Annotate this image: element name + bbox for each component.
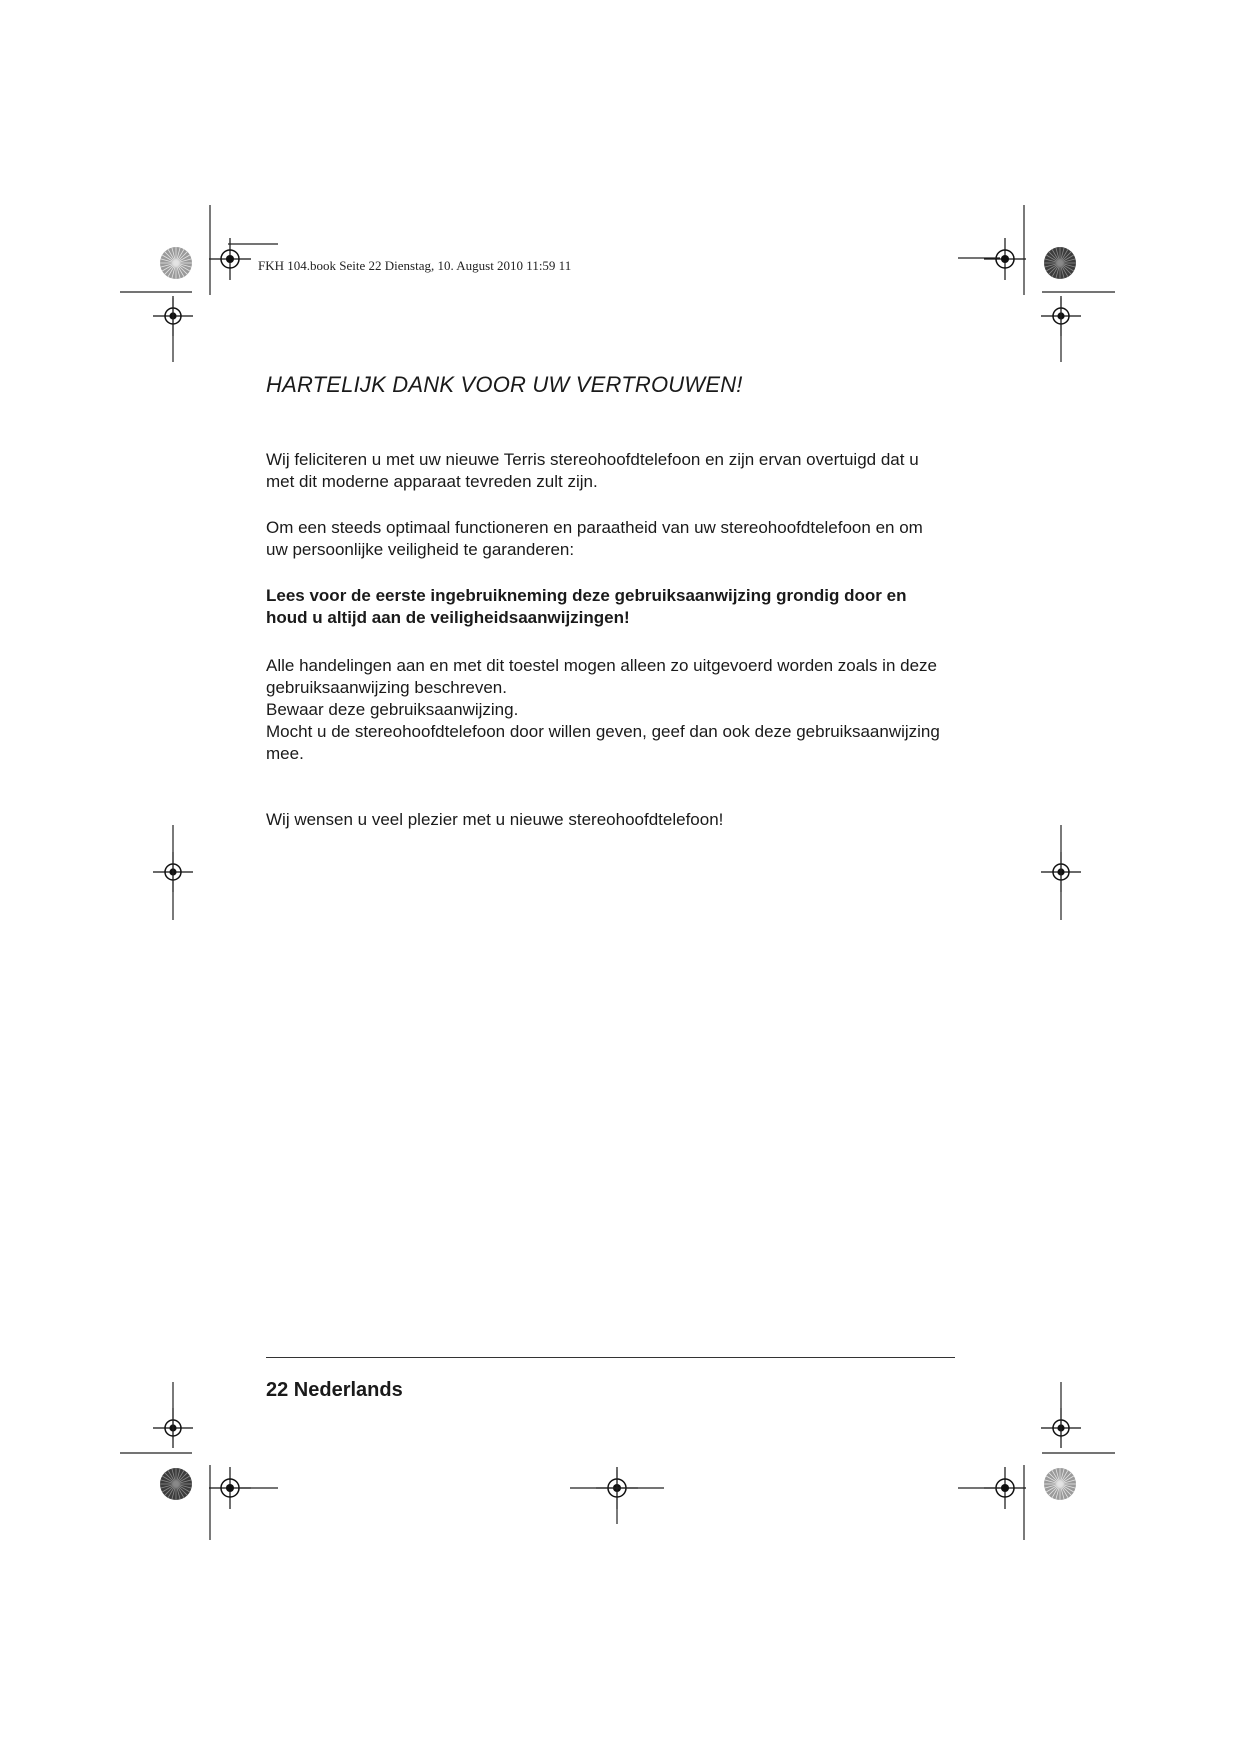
purpose-line: uw persoonlijke veiligheid te garanderen: <box>266 540 575 559</box>
purpose-paragraph <box>266 517 966 561</box>
instructions-line: Bewaar deze gebruiksaanwijzing. <box>266 700 519 719</box>
instructions-line: Alle handelingen aan en met dit toestel mogen alleen zo uitgevoerd worden zoals in deze <box>266 656 938 675</box>
page-footer: 22 Nederlands <box>266 1379 403 1401</box>
instructions-line: mee. <box>266 744 304 763</box>
intro-paragraph <box>266 449 966 493</box>
page-heading: HARTELIJK DANK VOOR UW VERTROUWEN! <box>266 372 743 397</box>
instructions-paragraph <box>266 655 966 765</box>
warning-paragraph <box>266 585 966 629</box>
print-slug-line: FKH 104.book Seite 22 Dienstag, 10. August 2010 11:59 11 <box>258 258 572 273</box>
warning-line: houd u altijd aan de veiligheidsaanwijzingen! <box>266 608 630 627</box>
intro-line: met dit moderne apparaat tevreden zult zijn. <box>266 472 598 491</box>
instructions-line: gebruiksaanwijzing beschreven. <box>266 678 507 697</box>
intro-line: Wij feliciteren u met uw nieuwe Terris stereohoofdtelefoon en zijn ervan overtuigd dat u <box>266 450 919 469</box>
warning-line: Lees voor de eerste ingebruikneming deze gebruiksaanwijzing grondig door en <box>266 586 907 605</box>
instructions-line: Mocht u de stereohoofdtelefoon door willen geven, geef dan ook deze gebruiksaanwijzing <box>266 722 940 741</box>
closing-paragraph: Wij wensen u veel plezier met u nieuwe stereohoofdtelefoon! <box>266 810 724 829</box>
purpose-line: Om een steeds optimaal functioneren en paraatheid van uw stereohoofdtelefoon en om <box>266 518 923 537</box>
footer-rule <box>266 1357 955 1358</box>
